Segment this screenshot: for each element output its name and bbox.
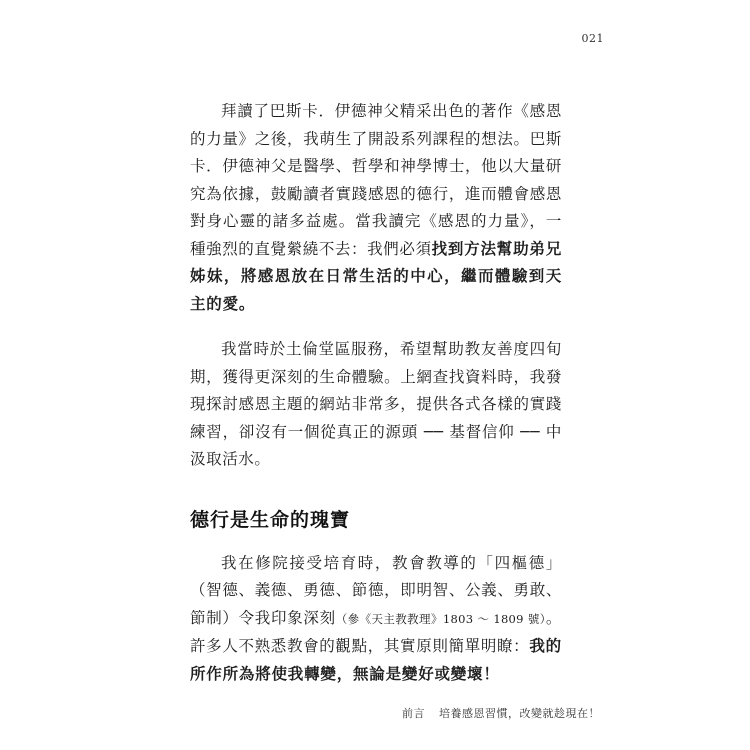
paragraph-1 (190, 98, 562, 318)
footer-section-label: 前言 (402, 707, 425, 720)
paragraph-2-text: 我當時於土倫堂區服務，希望幫助教友善度四旬期，獲得更深刻的生命體驗。上網查找資料時，我發現探討感恩主題的網站非常多，提供各式各樣的實踐練習，卻沒有一個從真正的源頭 ── 基督信仰 ── 中汲取活水。 (190, 340, 562, 468)
running-footer (402, 705, 600, 721)
catechism-citation: （參《天主教教理》1803 ～ 1809 號） (335, 611, 546, 626)
section-paragraph (190, 550, 562, 689)
paragraph-2 (190, 336, 562, 474)
paragraph-1-text: 拜讀了巴斯卡．伊德神父精采出色的著作《感恩的力量》之後，我萌生了開設系列課程的想法。巴斯卡．伊德神父是醫學、哲學和神學博士，他以大量研究為依據，鼓勵讀者實踐感恩的德行，進而體會感恩對身心靈的諸多益處。當我讀完《感恩的力量》，一種強烈的直覺縈繞不去：我們必須 (190, 102, 562, 258)
section-paragraph-text-1: 我在修院接受培育時，教會教導的「四樞德」（智德、義德、勇德、節德，即明智、公義、勇敢、節制）令我印象深刻 (190, 553, 562, 627)
paragraph-1-emphasis: 找到方法幫助弟兄姊妹，將感恩放在日常生活的中心，繼而體驗到天主的愛。 (190, 239, 562, 313)
section-paragraph-text-2: 。許多人不熟悉教會的觀點，其實原則簡單明瞭： (190, 608, 562, 655)
page-number: 021 (581, 32, 604, 45)
section-heading: 德行是生命的瑰寶 (190, 508, 351, 531)
footer-book-title: 培養感恩習慣，改變就趁現在！ (439, 707, 600, 720)
page-body (190, 98, 562, 688)
section-paragraph-emphasis: 我的所作所為將使我轉變，無論是變好或變壞！ (190, 637, 562, 683)
